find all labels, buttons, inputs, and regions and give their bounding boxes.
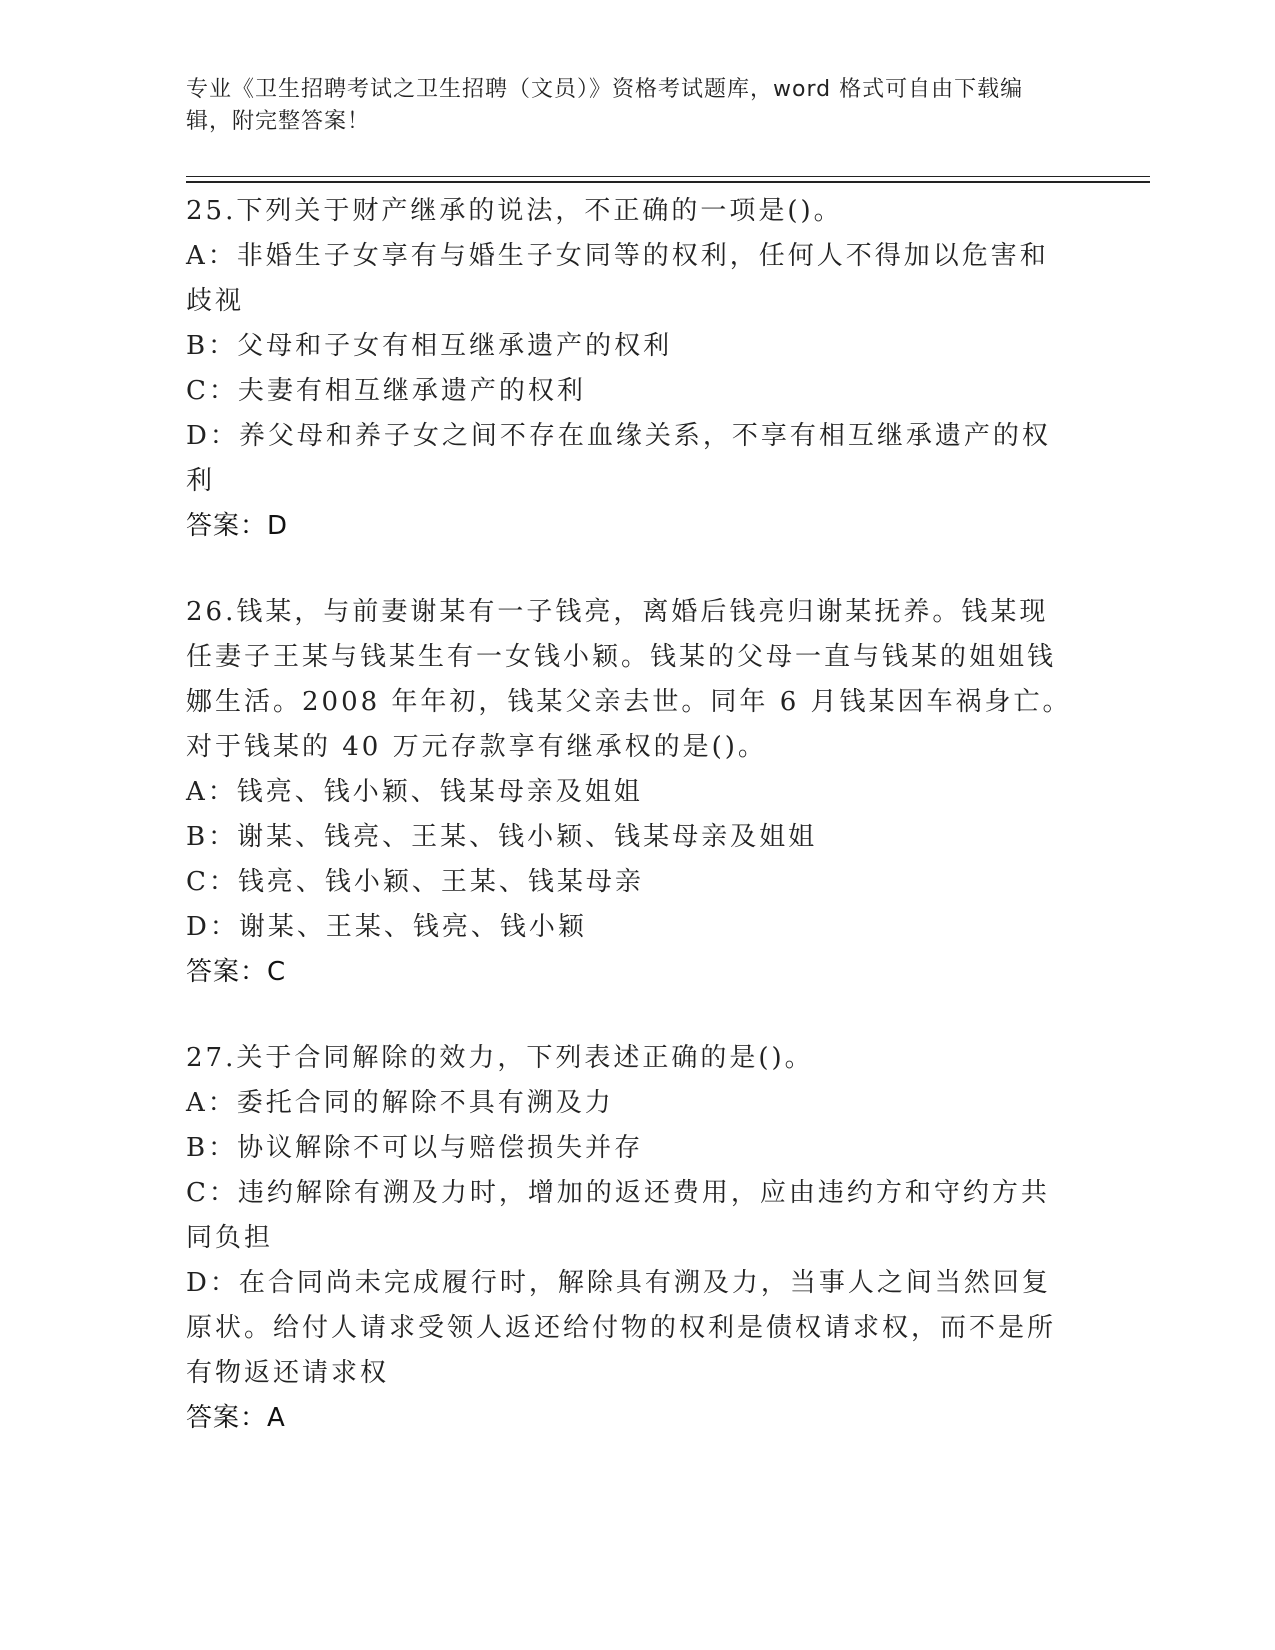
header-divider-thin (186, 176, 1150, 177)
question-stem: 26.钱某，与前妻谢某有一子钱亮，离婚后钱亮归谢某抚养。钱某现任妻子王某与钱某生有一女钱小颖。钱某的父母一直与钱某的姐姐钱娜生活。2008 年年初，钱某父亲去世。同年 6 月钱某因车祸身亡。对于钱某的 40 万元存款享有继承权的是()。 (186, 597, 1072, 762)
option-a: A：非婚生子女享有与婚生子女同等的权利，任何人不得加以危害和歧视 (186, 241, 1049, 316)
question-26 (186, 590, 1076, 995)
answer-label: 答案：C (186, 957, 287, 987)
question-stem: 25.下列关于财产继承的说法，不正确的一项是()。 (186, 196, 843, 226)
option-d: D：在合同尚未完成履行时，解除具有溯及力，当事人之间当然回复原状。给付人请求受领人返还给付物的权利是债权请求权，而不是所有物返还请求权 (186, 1268, 1057, 1388)
option-d: D：谢某、王某、钱亮、钱小颖 (186, 912, 587, 942)
question-list (186, 189, 1076, 1482)
option-b: B：协议解除不可以与赔偿损失并存 (186, 1133, 644, 1163)
option-d: D：养父母和养子女之间不存在血缘关系，不享有相互继承遗产的权利 (186, 421, 1051, 496)
option-a: A：委托合同的解除不具有溯及力 (186, 1088, 614, 1118)
question-stem: 27.关于合同解除的效力，下列表述正确的是()。 (186, 1043, 814, 1073)
question-25 (186, 189, 1076, 549)
answer-label: 答案：D (186, 511, 289, 541)
answer-label: 答案：A (186, 1403, 286, 1433)
header-title: 专业《卫生招聘考试之卫生招聘（文员）》资格考试题库，word 格式可自由下载编辑，附完整答案！ (186, 77, 1024, 134)
header-divider-thick (186, 181, 1150, 183)
option-b: B：父母和子女有相互继承遗产的权利 (186, 331, 673, 361)
option-c: C：钱亮、钱小颖、王某、钱某母亲 (186, 867, 644, 897)
option-c: C：违约解除有溯及力时，增加的返还费用，应由违约方和守约方共同负担 (186, 1178, 1050, 1253)
option-c: C：夫妻有相互继承遗产的权利 (186, 376, 586, 406)
document-header (186, 74, 1066, 138)
question-27 (186, 1036, 1076, 1441)
option-a: A：钱亮、钱小颖、钱某母亲及姐姐 (186, 777, 643, 807)
option-b: B：谢某、钱亮、王某、钱小颖、钱某母亲及姐姐 (186, 822, 818, 852)
